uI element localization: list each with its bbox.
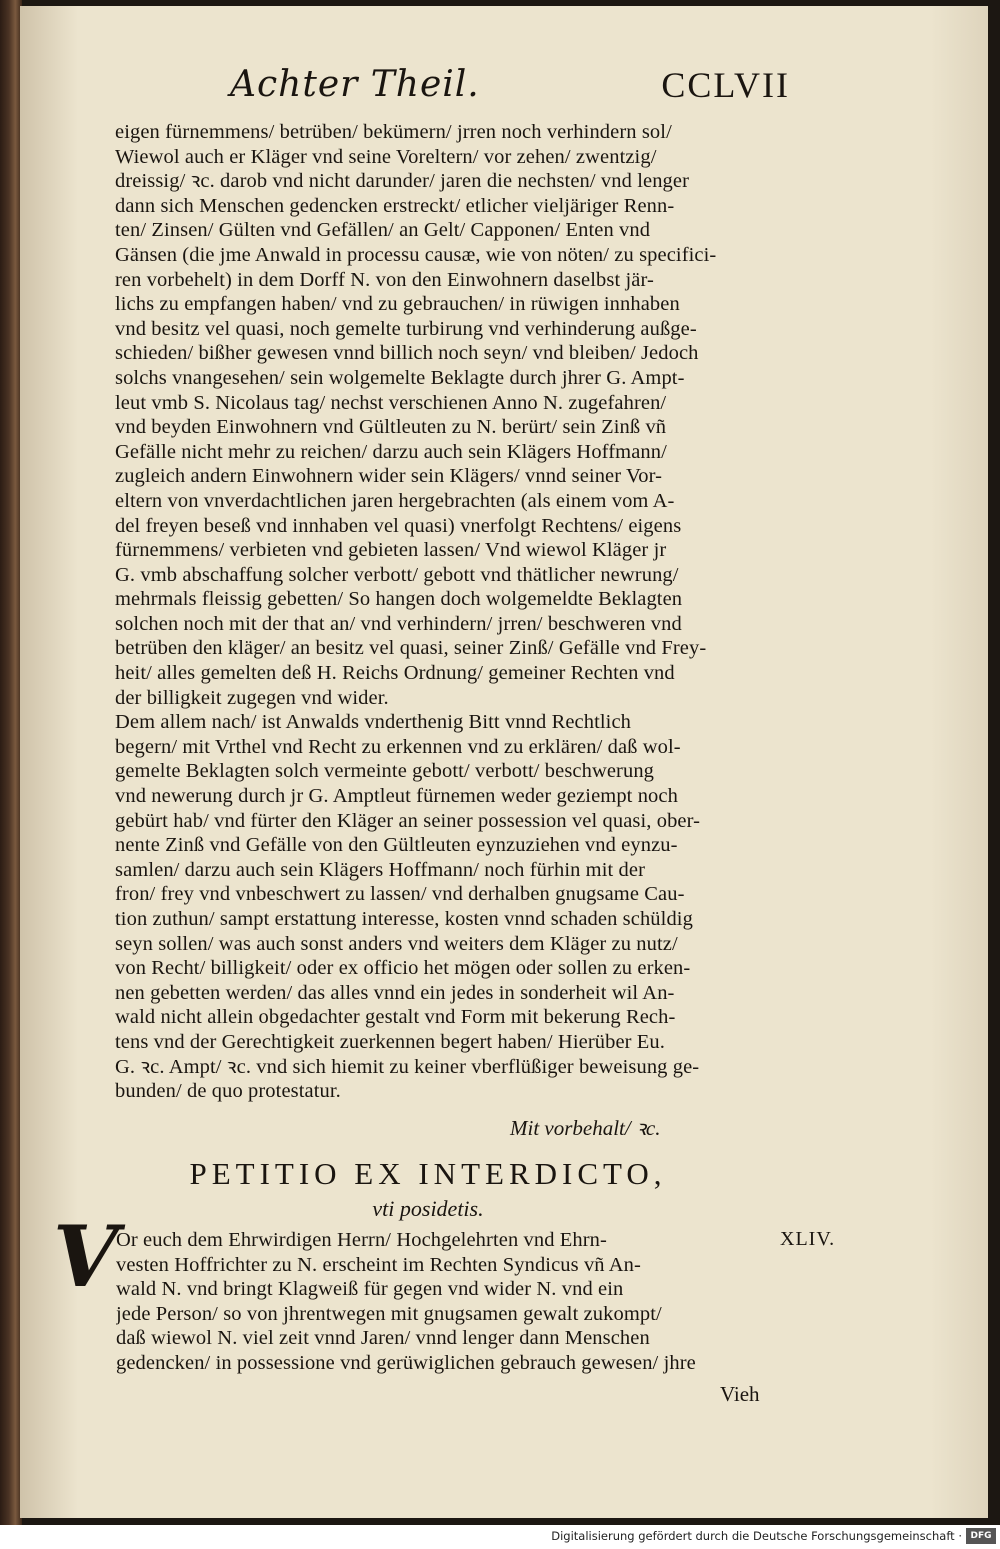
text-line: lichs zu empfangen haben/ vnd zu gebrauchen/ in rüwigen innhaben <box>115 293 680 316</box>
text-line: schieden/ bißher gewesen vnnd billich noch seyn/ vnd bleiben/ Jedoch <box>115 342 699 365</box>
text-line: fron/ frey vnd vnbeschwert zu lassen/ vnd derhalben gnugsame Cau- <box>115 883 685 906</box>
text-line: eltern von vnverdachtlichen jaren hergebrachten (als einem vom A- <box>115 489 675 512</box>
text-line: gebürt hab/ vnd fürter den Kläger an seiner possession vel quasi, ober- <box>115 809 701 832</box>
running-head <box>230 64 790 114</box>
text-line: dreissig/ ꝛc. darob vnd nicht darunder/ jaren die nechsten/ vnd lenger <box>115 170 690 193</box>
text-line: vnd beyden Einwohnern vnd Gültleuten zu N. berürt/ sein Zinß vñ <box>115 416 667 439</box>
text-line: solchen noch mit der that an/ vnd verhindern/ jrren/ beschweren vnd <box>115 612 682 635</box>
text-line: leut vmb S. Nicolaus tag/ nechst verschienen Anno N. zugefahren/ <box>115 391 667 414</box>
section-title: PETITIO EX INTERDICTO, <box>189 1156 667 1191</box>
text-line: G. ꝛc. Ampt/ ꝛc. vnd sich hiemit zu keiner vberflüßiger beweisung ge- <box>115 1055 700 1078</box>
petition-line: daß wiewol N. viel zeit vnnd Jaren/ vnnd lenger dann Menschen <box>116 1327 650 1350</box>
text-line: solchs vnangesehen/ sein wolgemelte Beklagte durch jhrer G. Ampt- <box>115 366 685 389</box>
body-text <box>115 120 785 1104</box>
text-line: betrüben den kläger/ an besitz vel quasi, seiner Zinß/ Gefälle vnd Frey- <box>115 637 707 660</box>
text-line: G. vmb abschaffung solcher verbott/ gebott vnd thätlicher newrung/ <box>115 563 679 586</box>
petition-line: Or euch dem Ehrwirdigen Herrn/ Hochgelehrten vnd Ehrn- <box>116 1229 607 1251</box>
text-line: vnd newerung durch jr G. Amptleut fürnemen weder geziempt noch <box>115 785 678 808</box>
text-line: dann sich Menschen gedencken erstreckt/ etlicher vieljäriger Renn- <box>115 194 675 217</box>
text-line: fürnemmens/ verbieten vnd gebieten lassen/ Vnd wiewol Kläger jr <box>115 539 667 562</box>
footer-bar <box>0 1525 1000 1549</box>
text-line: nente Zinß vnd Gefälle von den Gültleuten eynzuziehen vnd eynzu- <box>115 834 678 857</box>
text-line: mehrmals fleissig gebetten/ So hangen doch wolgemeldte Beklagten <box>115 588 683 611</box>
text-line: tens vnd der Gerechtigkeit zuerkennen begert haben/ Hierüber Eu. <box>115 1030 665 1053</box>
running-head-left: Achter Theil. <box>230 64 480 105</box>
text-line: ren vorbehelt) in dem Dorff N. von den Einwohnern daselbst jär- <box>115 268 654 291</box>
text-line: von Recht/ billigkeit/ oder ex officio het mögen oder sollen zu erken- <box>115 957 691 980</box>
text-line: tion zuthun/ sampt erstattung interesse, kosten vnnd schaden schüldig <box>115 908 693 930</box>
text-line: Dem allem nach/ ist Anwalds vnderthenig Bitt vnnd Rechtlich <box>115 711 632 734</box>
text-line: del freyen beseß vnd innhaben vel quasi) vnerfolgt Rechtens/ eigens <box>115 514 682 537</box>
text-line: vnd besitz vel quasi, noch gemelte turbirung vnd verhinderung außge- <box>115 317 697 340</box>
book-page <box>20 6 988 1518</box>
text-line: Wiewol auch er Kläger vnd seine Voreltern/ vor zehen/ zwentzig/ <box>115 145 657 168</box>
dfg-logo: DFG <box>966 1528 996 1544</box>
text-line: heit/ alles gemelten deß H. Reichs Ordnung/ gemeiner Rechten vnd <box>115 662 675 685</box>
text-line: nen gebetten werden/ das alles vnnd ein jedes in sonderheit wil An- <box>115 981 675 1004</box>
text-line: wald nicht allein obgedachter gestalt vnd Form mit bekerung Rech- <box>115 1006 676 1029</box>
petition-line: gedencken/ in possessione vnd gerüwiglichen gebrauch gewesen/ jhre <box>116 1351 696 1374</box>
book-edge <box>0 0 22 1525</box>
text-line: begern/ mit Vrthel vnd Recht zu erkennen vnd zu erklären/ daß wol- <box>115 735 681 758</box>
petition-line: vesten Hoffrichter zu N. erscheint im Rechten Syndicus vñ An- <box>116 1253 641 1276</box>
page-number: CCLVII <box>661 65 790 105</box>
text-line: Gänsen (die jme Anwald in processu causæ, wie von nöten/ zu specifici- <box>115 243 717 266</box>
catchword: Vieh <box>720 1382 760 1406</box>
text-line: der billigkeit zugegen vnd wider. <box>115 686 389 709</box>
text-line: eigen fürnemmens/ betrüben/ bekümern/ jrren noch verhindern sol/ <box>115 121 672 143</box>
petition-line: jede Person/ so von jhrentwegen mit gnugsamen gewalt zukompt/ <box>116 1302 662 1325</box>
text-line: ten/ Zinsen/ Gülten vnd Gefällen/ an Gelt/ Capponen/ Enten vnd <box>115 219 651 242</box>
text-line: zugleich andern Einwohnern wider sein Klägers/ vnnd seiner Vor- <box>115 465 663 488</box>
text-line: gemelte Beklagten solch vermeinte gebott/ verbott/ beschwerung <box>115 760 655 783</box>
text-line: bunden/ de quo protestatur. <box>115 1080 341 1103</box>
petition-line: wald N. vnd bringt Klagweiß für gegen vnd wider N. vnd ein <box>116 1278 624 1301</box>
decorated-initial-letter: V <box>53 1207 119 1306</box>
petition-text <box>116 1228 776 1376</box>
text-line: Gefälle nicht mehr zu reichen/ darzu auch sein Klägers Hoffmann/ <box>115 440 667 463</box>
closing-formula: Mit vorbehalt/ ꝛc. <box>510 1116 661 1140</box>
section-subtitle: vti posidetis. <box>372 1196 484 1221</box>
text-line: seyn sollen/ was auch sonst anders vnd weiters dem Kläger zu nutz/ <box>115 932 678 955</box>
margin-note: XLIV. <box>780 1228 836 1250</box>
footer-credit: Digitalisierung gefördert durch die Deutsche Forschungsgemeinschaft · <box>551 1529 962 1543</box>
text-line: samlen/ darzu auch sein Klägers Hoffmann/ noch fürhin mit der <box>115 858 646 881</box>
